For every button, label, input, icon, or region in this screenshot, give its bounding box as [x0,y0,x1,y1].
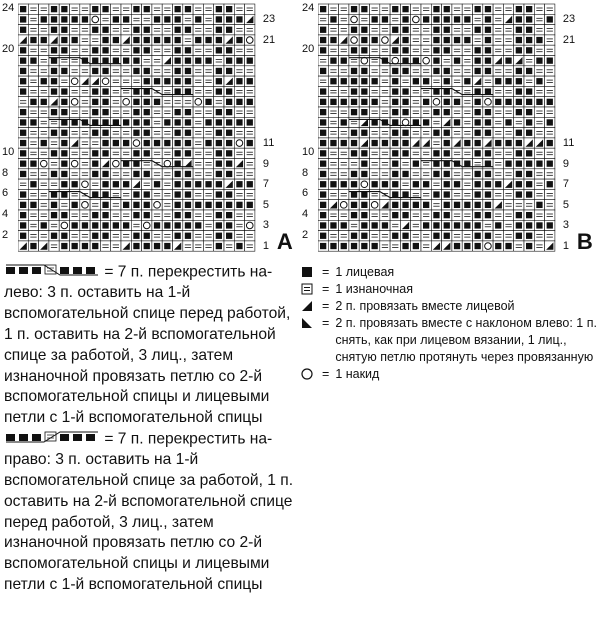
k2tog-icon [300,299,316,313]
legend-purl-dash: = [322,282,330,296]
left-cross-count: = 7 п. перекрестить на- [104,263,273,281]
ssk-icon [300,316,316,330]
row-number-left: 2 [302,228,309,241]
left-cross-cable-icon [4,262,100,283]
row-number-left: 24 [2,2,15,14]
chart-a [2,0,293,262]
legend-yo-dash: = [322,367,330,381]
row-number-right: 7 [562,178,570,191]
row-number-right: 23 [262,13,276,26]
row-number-left: 8 [302,166,309,179]
row-number-right: 5 [262,198,270,211]
row-number-right: 7 [262,178,270,191]
legend-yo [300,366,598,383]
right-cross-cable-icon [4,429,100,450]
legend-k2tog [300,298,598,315]
chart-grid-cells [18,4,255,251]
row-number-right: 1 [262,239,270,252]
row-number-left: 6 [2,187,9,200]
knit-square-icon [300,265,316,279]
yarn-over-icon [300,367,316,381]
left-cross-entry [4,262,296,429]
row-number-right: 3 [562,219,570,232]
legend-purl [300,281,598,298]
row-number-left: 4 [2,208,9,220]
right-cross-entry [4,429,296,596]
row-number-left: 24 [302,2,315,14]
legend-purl-text: 1 изнаночная [335,282,414,296]
row-number-left: 2 [2,228,9,241]
row-number-right: 11 [262,136,275,149]
legend-ssk-dash: = [322,316,330,330]
row-number-right: 1 [562,239,570,252]
row-number-left: 8 [2,166,9,179]
row-number-right: 11 [562,136,575,149]
chart-grid-cells [318,4,555,251]
right-cross-count: = 7 п. перекрестить на- [104,430,273,448]
chart-letter: B [576,229,593,255]
row-number-right: 9 [562,157,570,170]
symbol-legend [300,264,598,383]
row-number-right: 9 [262,157,270,170]
cable-legend [4,262,296,596]
legend-knit-dash: = [322,265,330,279]
row-number-left: 20 [2,43,15,56]
legend-knit-text: 1 лицевая [335,265,395,279]
legend-ssk [300,315,598,366]
chart-letter: A [276,229,293,255]
row-number-right: 5 [562,198,570,211]
legend-knit [300,264,598,281]
right-cross-text: право: 3 п. оставить на 1-й вспомогательной спице за работой, 1 п. оставить на 2-й вспомогательной спице перед работой, 3 лиц., затем изнаночной провязать петлю со 2-й вспомогательной спицы и лицевыми петли с 1-й вспомогательной спицы [4,451,294,594]
chart-b-grid [318,0,598,262]
row-number-right: 21 [562,33,576,46]
legend-k2tog-text: 2 п. провязать вместе лицевой [335,299,515,313]
chart-b [302,0,598,262]
purl-icon [300,282,316,296]
chart-a-grid [18,0,288,262]
row-number-right: 21 [262,33,276,46]
row-number-left: 20 [302,43,315,56]
row-number-left: 10 [302,146,315,159]
left-cross-text: лево: 3 п. оставить на 1-й вспомогательной спице перед работой, 1 п. оставить на 2-й вспомогательной спице за работой, 3 лиц., затем изнаночной провязать петлю со 2-й вспомогательной спицы и лицевыми петли с 1-й вспомогательной спицы [4,284,291,427]
row-number-right: 3 [262,219,270,232]
row-number-right: 23 [562,13,576,26]
row-number-left: 6 [302,187,309,200]
legend-ssk-text: 2 п. провязать вместе с наклоном влево: 1 п. снять, как при лицевом вязании, 1 лиц., снятую петлю протянуть через провязанную [335,316,597,364]
row-number-left: 10 [2,146,15,159]
legend-k2tog-dash: = [322,299,330,313]
legend-yo-text: 1 накид [335,367,380,381]
row-number-left: 4 [302,208,309,220]
